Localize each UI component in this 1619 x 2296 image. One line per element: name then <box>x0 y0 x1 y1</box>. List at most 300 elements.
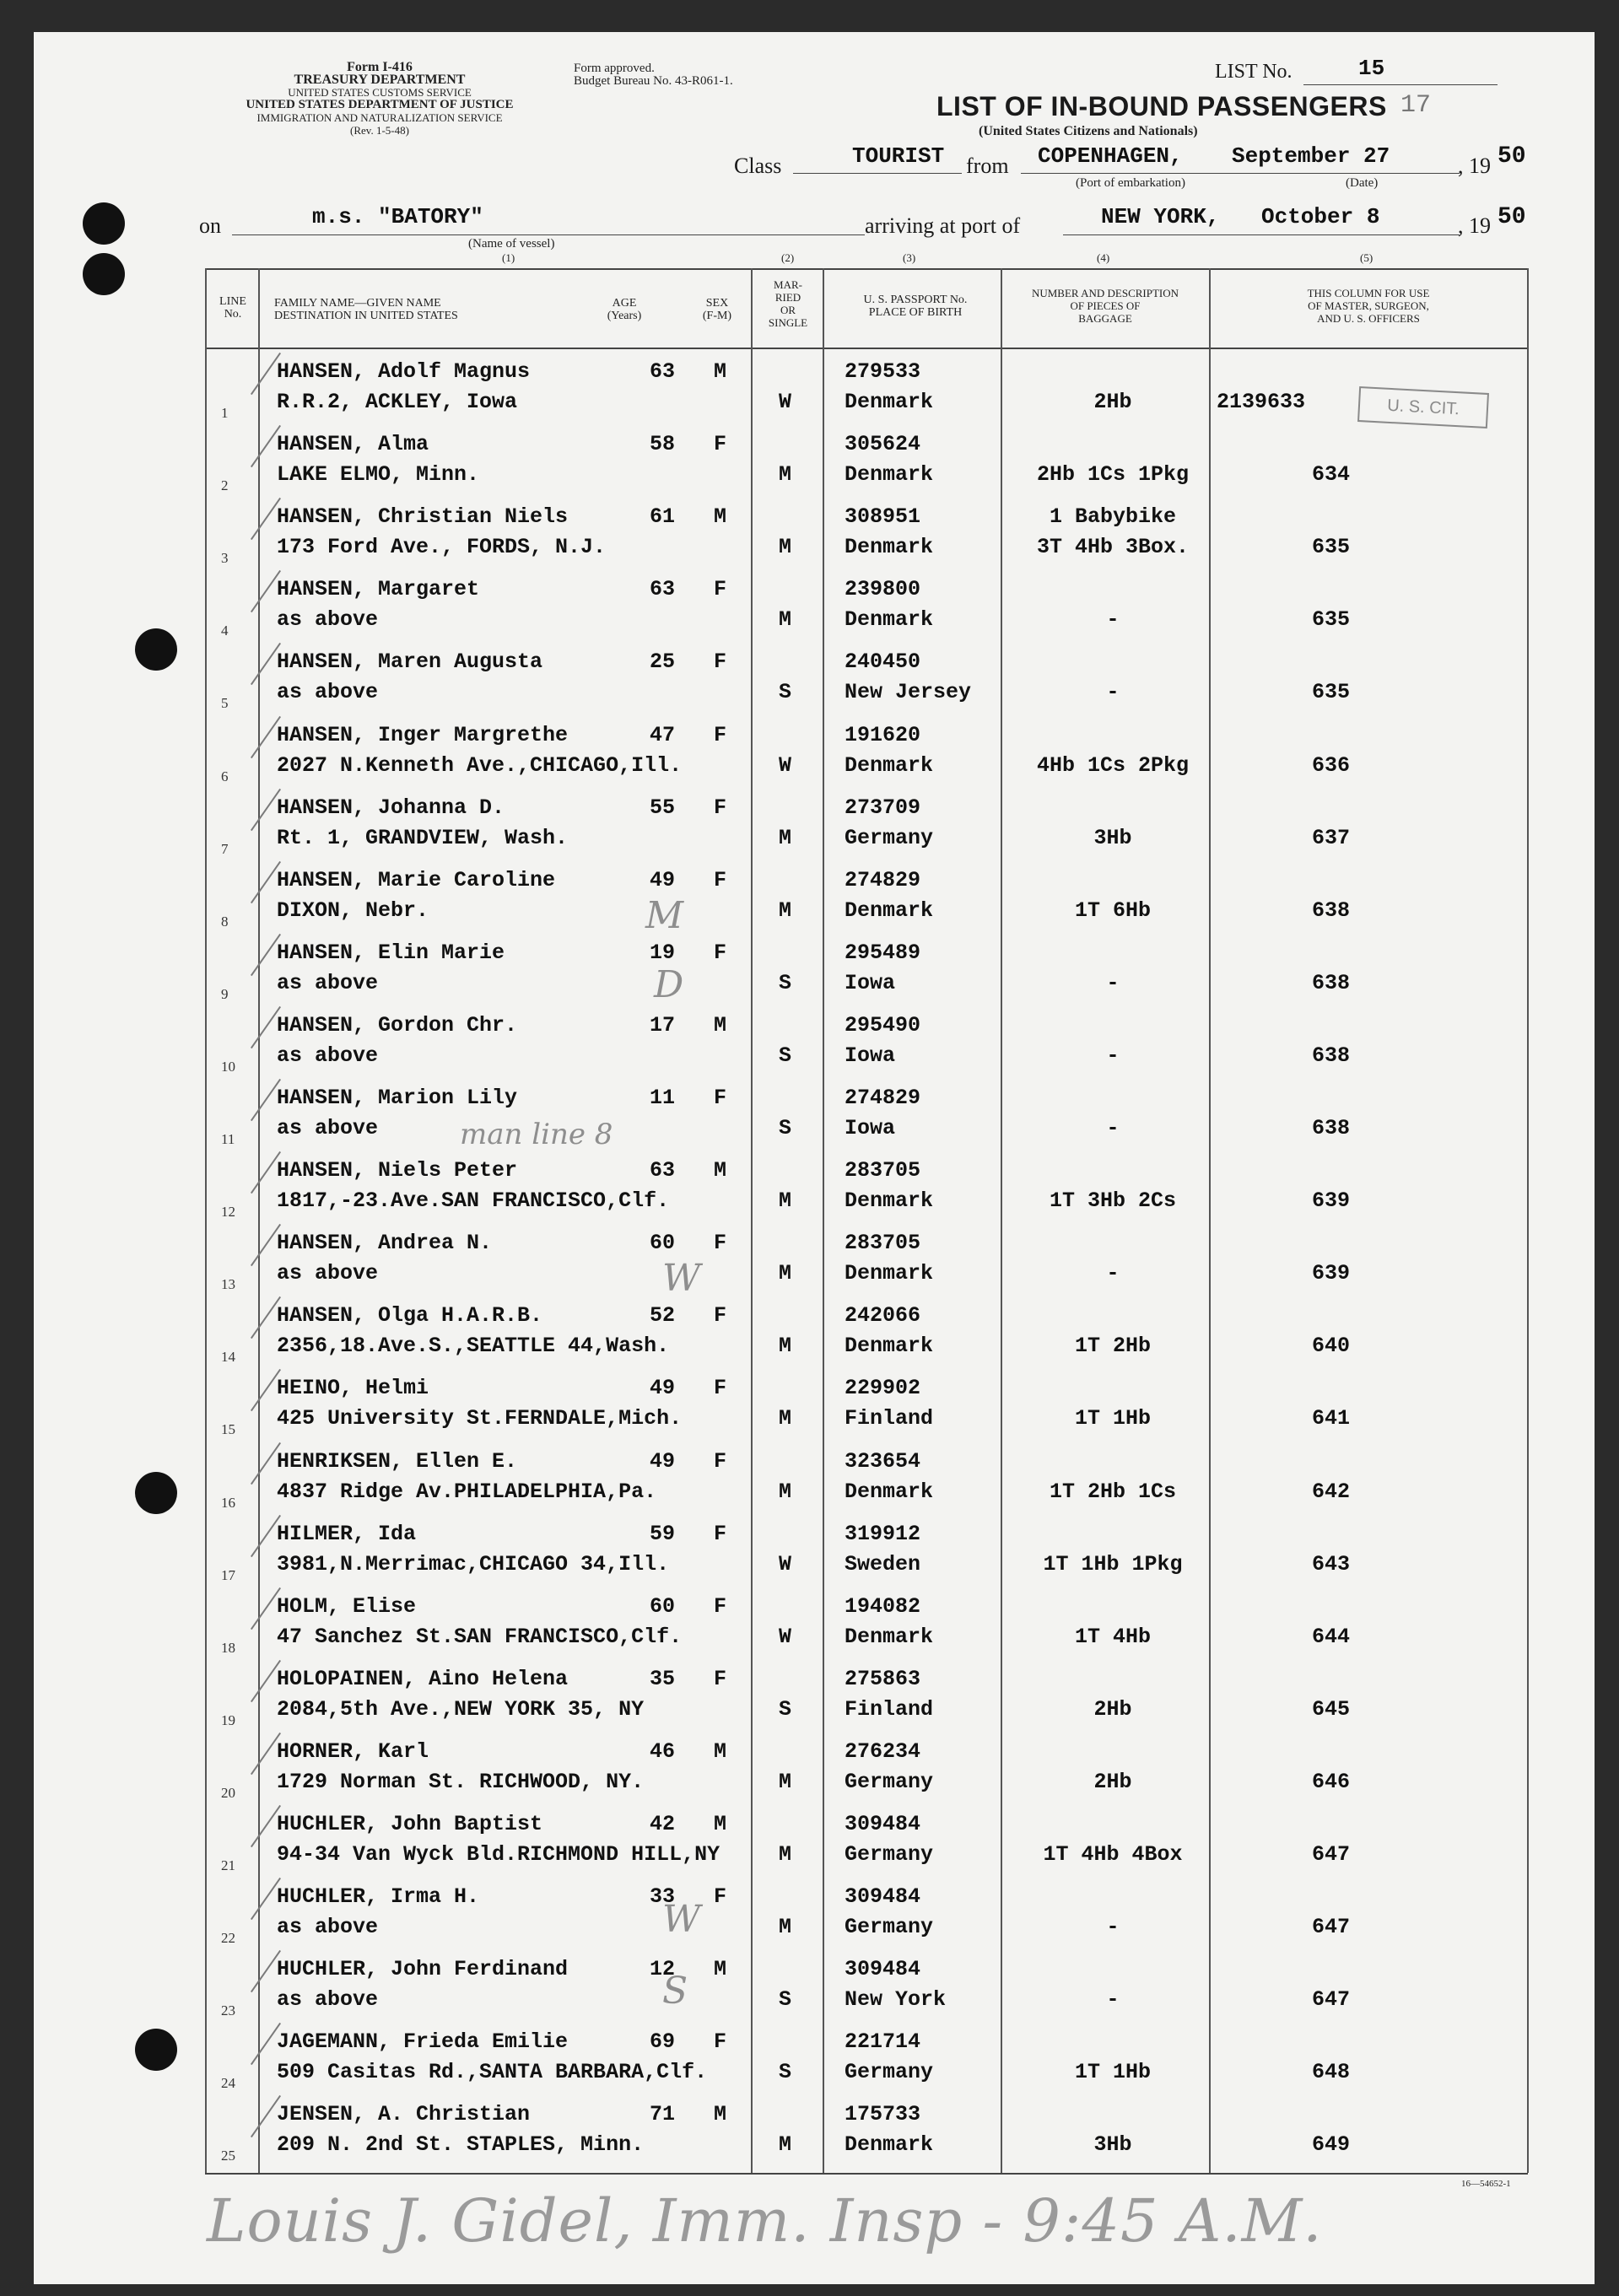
line-number: 19 <box>221 1711 235 1728</box>
cell-ms: M <box>779 1769 792 1794</box>
cell-bag2: 3Hb <box>1093 2132 1132 2158</box>
cell-birth: Denmark <box>845 607 934 633</box>
col-num-1: (1) <box>502 251 515 264</box>
col-header-age-1: AGE <box>612 297 637 310</box>
cell-passport: 275863 <box>845 1666 921 1691</box>
table-row <box>0 353 1619 425</box>
cell-off: 634 <box>1311 462 1350 488</box>
table-row <box>0 1587 1619 1660</box>
cell-name: HANSEN, Christian Niels <box>277 504 569 530</box>
handwritten-note: W <box>662 1898 701 1941</box>
table-row <box>0 1733 1619 1805</box>
date-caption: (Date) <box>1346 176 1379 190</box>
table-row <box>0 1805 1619 1878</box>
cell-passport: 242066 <box>845 1303 921 1329</box>
handwritten-note: D <box>654 963 684 1006</box>
line-number: 18 <box>221 1639 235 1656</box>
table-bottom-rule <box>205 2173 1528 2175</box>
cell-ms: M <box>779 1406 792 1431</box>
cell-age: 33 <box>650 1884 676 1910</box>
cell-sex: M <box>714 504 727 530</box>
cell-name: HUCHLER, Irma H. <box>277 1884 480 1910</box>
cell-addr: 173 Ford Ave., FORDS, N.J. <box>277 535 607 560</box>
form-revision: (Rev. 1-5-48) <box>350 124 409 137</box>
customs-service: UNITED STATES CUSTOMS SERVICE <box>288 86 472 99</box>
cell-bag2: 1T 4Hb 4Box <box>1043 1842 1183 1867</box>
cell-ms: S <box>779 1043 792 1068</box>
col-header-age-2: (Years) <box>607 310 642 322</box>
line-number: 20 <box>221 1784 235 1801</box>
cell-ms: M <box>779 1842 792 1867</box>
cell-age: 63 <box>650 359 676 384</box>
cell-bag2: - <box>1106 680 1120 705</box>
cell-name: JENSEN, A. Christian <box>277 2102 531 2127</box>
form-id: Form I-416 <box>347 60 413 74</box>
table-row <box>0 1878 1619 1950</box>
cell-birth: Denmark <box>845 1479 934 1504</box>
cell-off: 644 <box>1311 1624 1350 1649</box>
cell-bag2: - <box>1106 1043 1120 1068</box>
cell-ms: M <box>779 462 792 488</box>
cell-age: 11 <box>650 1086 676 1110</box>
cell-name: HANSEN, Johanna D. <box>277 795 505 820</box>
cell-sex: F <box>714 1448 727 1474</box>
cell-sex: F <box>714 1884 727 1910</box>
cell-name: HENRIKSEN, Ellen E. <box>277 1448 518 1474</box>
cell-age: 49 <box>650 867 676 892</box>
col-header-sex-1: SEX <box>705 297 729 310</box>
cell-off: 638 <box>1311 1116 1350 1140</box>
footer-code: 16—54652-1 <box>1461 2179 1511 2189</box>
on-label: on <box>199 213 221 238</box>
cell-off: 636 <box>1311 752 1350 778</box>
cell-ms: M <box>779 1261 792 1286</box>
cell-sex: F <box>714 867 727 892</box>
table-row <box>0 861 1619 934</box>
cell-age: 17 <box>650 1012 676 1038</box>
cell-passport: 191620 <box>845 722 921 747</box>
cell-name: HANSEN, Inger Margrethe <box>277 722 569 747</box>
col-header-sex <box>688 297 747 322</box>
arrival-port: NEW YORK, <box>1101 204 1220 229</box>
embark-port: COPENHAGEN, <box>1038 143 1183 169</box>
cell-birth: Germany <box>845 825 934 850</box>
cell-birth: Iowa <box>845 1043 896 1068</box>
line-number: 13 <box>221 1276 235 1293</box>
cell-sex: F <box>714 577 727 602</box>
col-header-name <box>274 297 458 322</box>
cell-age: 19 <box>650 940 676 965</box>
us-cit-stamp: U. S. CIT. <box>1357 386 1489 428</box>
list-no-label: LIST No. <box>1215 61 1293 83</box>
table-row <box>0 2023 1619 2095</box>
handwritten-note: M <box>645 894 684 937</box>
table-row <box>0 1442 1619 1515</box>
col-header-name-1: FAMILY NAME—GIVEN NAME <box>274 297 441 310</box>
cell-ms: W <box>779 1551 792 1576</box>
cell-ms: M <box>779 897 792 923</box>
cell-bag2: 1T 2Hb <box>1074 1334 1151 1359</box>
line-number: 22 <box>221 1930 235 1947</box>
cell-passport: 319912 <box>845 1521 921 1546</box>
cell-birth: Germany <box>845 1842 934 1867</box>
cell-passport: 305624 <box>845 432 921 457</box>
cell-name: HANSEN, Margaret <box>277 577 480 602</box>
col-header-passport <box>835 294 996 319</box>
table-row <box>0 2095 1619 2168</box>
cell-age: 25 <box>650 649 676 675</box>
cell-sex: F <box>714 2029 727 2055</box>
table-row <box>0 1950 1619 2023</box>
cell-bag2: - <box>1106 1987 1120 2013</box>
table-row <box>0 789 1619 861</box>
cell-age: 35 <box>650 1666 676 1691</box>
cell-sex: F <box>714 432 727 457</box>
cell-name: HANSEN, Maren Augusta <box>277 649 543 675</box>
cell-birth: Denmark <box>845 1624 934 1649</box>
cell-birth: New Jersey <box>845 680 972 705</box>
cell-ms: M <box>779 535 792 560</box>
cell-addr: 47 Sanchez St.SAN FRANCISCO,Clf. <box>277 1624 683 1649</box>
cell-off: 643 <box>1311 1551 1350 1576</box>
cell-sex: F <box>714 1521 727 1546</box>
cell-sex: F <box>714 1666 727 1691</box>
cell-addr: R.R.2, ACKLEY, Iowa <box>277 390 518 414</box>
year-prefix: , 19 <box>1458 154 1491 178</box>
cell-birth: Finland <box>845 1696 934 1722</box>
table-row <box>0 716 1619 789</box>
col-header-married-2: RIED <box>774 291 801 304</box>
cell-ms: S <box>779 2060 792 2085</box>
cell-name: HOLOPAINEN, Aino Helena <box>277 1666 569 1691</box>
cell-ms: M <box>779 825 792 850</box>
line-number: 2 <box>221 477 229 494</box>
cell-passport: 274829 <box>845 867 921 892</box>
cell-ms: S <box>779 970 792 995</box>
cell-off: 635 <box>1311 680 1350 705</box>
cell-addr: as above <box>277 970 379 995</box>
cell-off: 639 <box>1311 1261 1350 1286</box>
cell-age: 63 <box>650 1158 676 1183</box>
cell-birth: Finland <box>845 1406 934 1431</box>
cell-birth: Denmark <box>845 752 934 778</box>
cell-off: 642 <box>1311 1479 1350 1504</box>
cell-off: 638 <box>1311 970 1350 995</box>
cell-addr: 425 University St.FERNDALE,Mich. <box>277 1406 683 1431</box>
line-number: 21 <box>221 1857 235 1873</box>
cell-passport: 240450 <box>845 649 921 675</box>
line-number: 7 <box>221 840 229 857</box>
punch-hole <box>83 253 125 295</box>
cell-birth: Denmark <box>845 1261 934 1286</box>
cell-addr: 3981,N.Merrimac,CHICAGO 34,Ill. <box>277 1551 670 1576</box>
cell-name: HILMER, Ida <box>277 1521 417 1546</box>
class-rule <box>793 173 962 174</box>
inspector-signature: Louis J. Gidel, Imm. Insp - 9:45 A.M. <box>207 2186 1323 2256</box>
cell-ms: W <box>779 390 792 414</box>
table-row <box>0 1369 1619 1442</box>
line-number: 4 <box>221 623 229 639</box>
cell-name: HANSEN, Marie Caroline <box>277 867 556 892</box>
cell-bag2: 1T 1Hb <box>1074 1406 1151 1431</box>
embark-date: September 27 <box>1232 143 1390 169</box>
line-number: 23 <box>221 2002 235 2019</box>
col-num-5: (5) <box>1360 251 1373 264</box>
cell-name: JAGEMANN, Frieda Emilie <box>277 2029 569 2055</box>
cell-addr: as above <box>277 1987 379 2013</box>
line-number: 3 <box>221 550 229 567</box>
cell-sex: F <box>714 940 727 965</box>
cell-bag2: - <box>1106 1261 1120 1286</box>
col-header-line-1: LINE <box>219 295 246 308</box>
cell-name: HEINO, Helmi <box>277 1376 429 1401</box>
cell-birth: Germany <box>845 1769 934 1794</box>
class-label: Class <box>734 154 782 178</box>
cell-off: 648 <box>1311 2060 1350 2085</box>
col-header-passport-2: PLACE OF BIRTH <box>868 306 963 319</box>
list-no-annotation: 17 <box>1400 91 1432 120</box>
cell-addr: as above <box>277 1261 379 1286</box>
col-header-officers-2: OF MASTER, SURGEON, <box>1308 299 1429 312</box>
cell-age: 60 <box>650 1231 676 1256</box>
col-num-2: (2) <box>781 251 795 264</box>
cell-passport: 273709 <box>845 795 921 820</box>
cell-sex: M <box>714 359 727 384</box>
from-rule <box>1021 173 1460 174</box>
cell-bag2: - <box>1106 607 1120 633</box>
cell-birth: New York <box>845 1987 947 2013</box>
cell-sex: M <box>714 2102 727 2127</box>
cell-passport: 283705 <box>845 1158 921 1183</box>
cell-bag2: 2Hb 1Cs 1Pkg <box>1036 462 1190 488</box>
cell-bag2: 1T 3Hb 2Cs <box>1049 1188 1177 1214</box>
cell-sex: F <box>714 649 727 675</box>
cell-passport: 229902 <box>845 1376 921 1401</box>
cell-off: 639 <box>1311 1188 1350 1214</box>
cell-off: 646 <box>1311 1769 1350 1794</box>
cell-age: 49 <box>650 1448 676 1474</box>
cell-off: 647 <box>1311 1987 1350 2013</box>
cell-sex: M <box>714 1957 727 1982</box>
col-header-married-4: SINGLE <box>768 316 808 329</box>
cell-addr: 94-34 Van Wyck Bld.RICHMOND HILL,NY <box>277 1842 720 1867</box>
col-header-age <box>591 297 658 322</box>
cell-addr: Rt. 1, GRANDVIEW, Wash. <box>277 825 569 850</box>
cell-birth: Denmark <box>845 1188 934 1214</box>
cell-off: 649 <box>1311 2132 1350 2158</box>
cell-passport: 309484 <box>845 1957 921 1982</box>
cell-passport: 309484 <box>845 1884 921 1910</box>
table-row <box>0 1515 1619 1587</box>
cell-off: 635 <box>1311 535 1350 560</box>
cell-passport: 309484 <box>845 1812 921 1836</box>
cell-addr: 209 N. 2nd St. STAPLES, Minn. <box>277 2132 645 2158</box>
cell-ms: S <box>779 1696 792 1722</box>
cell-addr: 1729 Norman St. RICHWOOD, NY. <box>277 1769 645 1794</box>
cell-bag2: 3T 4Hb 3Box. <box>1036 535 1190 560</box>
cell-ms: M <box>779 1915 792 1940</box>
cell-bag2: 1T 2Hb 1Cs <box>1049 1479 1177 1504</box>
budget-label: Budget Bureau No. 43-R061-1. <box>574 74 733 88</box>
cell-passport: 295489 <box>845 940 921 965</box>
cell-passport: 323654 <box>845 1448 921 1474</box>
cell-passport: 276234 <box>845 1738 921 1764</box>
cell-sex: F <box>714 795 727 820</box>
col-header-married-1: MAR- <box>774 278 802 291</box>
cell-age: 69 <box>650 2029 676 2055</box>
line-number: 14 <box>221 1349 235 1366</box>
cell-ms: M <box>779 607 792 633</box>
col-header-sex-2: (F-M) <box>702 310 732 322</box>
list-no: 15 <box>1358 56 1385 81</box>
line-number: 8 <box>221 913 229 930</box>
cell-name: HANSEN, Adolf Magnus <box>277 359 531 384</box>
cell-birth: Denmark <box>845 897 934 923</box>
table-row <box>0 1224 1619 1296</box>
col-header-line <box>208 295 258 321</box>
table-row <box>0 1296 1619 1369</box>
cell-name: HANSEN, Alma <box>277 432 429 457</box>
cell-name: HUCHLER, John Ferdinand <box>277 1957 569 1982</box>
table-row <box>0 934 1619 1006</box>
arrival-year: 50 <box>1498 204 1526 230</box>
col-header-line-2: No. <box>224 308 242 321</box>
line-number: 25 <box>221 2148 235 2164</box>
cell-age: 59 <box>650 1521 676 1546</box>
cell-addr: as above <box>277 1043 379 1068</box>
cell-sex: F <box>714 1593 727 1619</box>
table-row <box>0 1660 1619 1733</box>
embark-year: 50 <box>1498 143 1526 170</box>
cell-off: 647 <box>1311 1915 1350 1940</box>
cell-age: 55 <box>650 795 676 820</box>
cell-ms: W <box>779 752 792 778</box>
punch-hole <box>83 202 125 245</box>
col-num-4: (4) <box>1097 251 1110 264</box>
cell-name: HANSEN, Gordon Chr. <box>277 1012 518 1038</box>
cell-ms: M <box>779 1479 792 1504</box>
cell-age: 71 <box>650 2102 676 2127</box>
cell-birth: Germany <box>845 1915 934 1940</box>
table-top-rule <box>205 268 1528 270</box>
vessel-rule <box>232 234 865 235</box>
cell-addr: 509 Casitas Rd.,SANTA BARBARA,Clf. <box>277 2060 708 2085</box>
cell-off: 638 <box>1311 1043 1350 1068</box>
cell-bag2: - <box>1106 1116 1120 1140</box>
cell-bag1: 1 Babybike <box>1049 504 1177 530</box>
arrival-rule <box>1063 234 1460 235</box>
cell-passport: 274829 <box>845 1086 921 1110</box>
arrival-date: October 8 <box>1261 204 1380 229</box>
col-header-name-2: DESTINATION IN UNITED STATES <box>274 310 458 322</box>
form-subtitle: (United States Citizens and Nationals) <box>979 124 1198 138</box>
line-number: 10 <box>221 1058 235 1075</box>
cell-off: 637 <box>1311 825 1350 850</box>
cell-passport: 194082 <box>845 1593 921 1619</box>
cell-bag2: 2Hb <box>1093 1769 1132 1794</box>
approved-label: Form approved. <box>574 62 655 75</box>
cell-age: 12 <box>650 1957 676 1982</box>
cell-passport: 279533 <box>845 359 921 384</box>
cell-name: HANSEN, Marion Lily <box>277 1086 518 1110</box>
line-number: 12 <box>221 1204 235 1221</box>
class-value: TOURIST <box>852 143 945 169</box>
cell-addr: LAKE ELMO, Minn. <box>277 462 480 488</box>
cell-off: 635 <box>1311 607 1350 633</box>
form-title: LIST OF IN-BOUND PASSENGERS <box>936 91 1387 121</box>
col-header-officers-3: AND U. S. OFFICERS <box>1317 312 1420 325</box>
cell-addr: as above <box>277 680 379 705</box>
cell-birth: Iowa <box>845 970 896 995</box>
cell-name: HOLM, Elise <box>277 1593 417 1619</box>
cell-passport: 308951 <box>845 504 921 530</box>
col-header-passport-1: U. S. PASSPORT No. <box>863 294 968 306</box>
list-no-rule <box>1303 84 1498 85</box>
cell-name: HANSEN, Olga H.A.R.B. <box>277 1303 543 1329</box>
cell-age: 60 <box>650 1593 676 1619</box>
cell-name: HUCHLER, John Baptist <box>277 1812 543 1836</box>
vessel-name: m.s. "BATORY" <box>312 204 483 229</box>
cell-addr: 1817,-23.Ave.SAN FRANCISCO,Clf. <box>277 1188 670 1214</box>
cell-addr: 2084,5th Ave.,NEW YORK 35, NY <box>277 1696 645 1722</box>
cell-sex: F <box>714 1303 727 1329</box>
cell-off: 645 <box>1311 1696 1350 1722</box>
form-agency-block <box>194 61 565 137</box>
cell-bag2: - <box>1106 970 1120 995</box>
cell-age: 42 <box>650 1812 676 1836</box>
cell-birth: Denmark <box>845 1334 934 1359</box>
cell-ms: M <box>779 1188 792 1214</box>
cell-birth: Germany <box>845 2060 934 2085</box>
cell-bag2: 1T 1Hb 1Pkg <box>1043 1551 1183 1576</box>
line-number: 24 <box>221 2075 235 2092</box>
from-label: from <box>966 154 1009 178</box>
cell-ms: M <box>779 2132 792 2158</box>
line-number: 15 <box>221 1421 235 1438</box>
cell-birth: Denmark <box>845 2132 934 2158</box>
line-number: 17 <box>221 1566 235 1583</box>
arriving-label: arriving at port of <box>865 213 1021 238</box>
cell-ms: S <box>779 1116 792 1140</box>
cell-name: HANSEN, Niels Peter <box>277 1158 518 1183</box>
table-row <box>0 570 1619 643</box>
cell-passport: 295490 <box>845 1012 921 1038</box>
cell-addr: 4837 Ridge Av.PHILADELPHIA,Pa. <box>277 1479 657 1504</box>
cell-addr: 2027 N.Kenneth Ave.,CHICAGO,Ill. <box>277 752 683 778</box>
line-number: 16 <box>221 1494 235 1511</box>
cell-off: 647 <box>1311 1842 1350 1867</box>
ins-service: IMMIGRATION AND NATURALIZATION SERVICE <box>256 111 503 124</box>
cell-age: 46 <box>650 1738 676 1764</box>
col-header-baggage-2: OF PIECES OF <box>1070 299 1141 312</box>
cell-addr: as above <box>277 1915 379 1940</box>
col-header-officers-1: THIS COLUMN FOR USE <box>1307 287 1430 299</box>
form-approval <box>574 62 733 88</box>
cell-sex: M <box>714 1158 727 1183</box>
cell-ms: S <box>779 680 792 705</box>
cell-age: 47 <box>650 722 676 747</box>
col-header-baggage <box>1004 287 1206 325</box>
cell-passport: 175733 <box>845 2102 921 2127</box>
cell-ms: M <box>779 1334 792 1359</box>
cell-bag2: 1T 1Hb <box>1074 2060 1151 2085</box>
cell-ms: S <box>779 1987 792 2013</box>
line-number: 11 <box>221 1131 235 1147</box>
col-header-married-3: OR <box>780 304 796 316</box>
cell-bag2: - <box>1106 1915 1120 1940</box>
table-row <box>0 1006 1619 1079</box>
cell-ms: W <box>779 1624 792 1649</box>
